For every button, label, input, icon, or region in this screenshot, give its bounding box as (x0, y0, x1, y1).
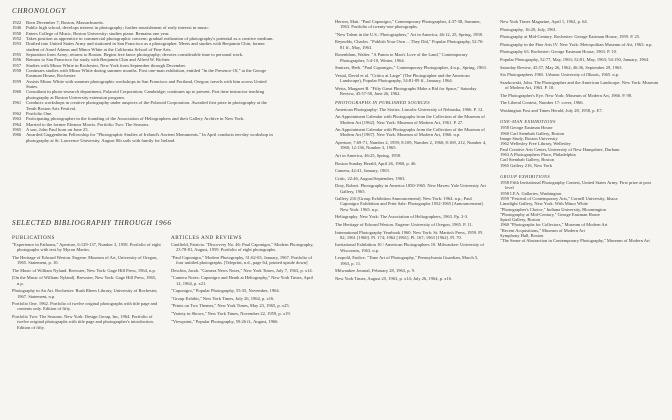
published-source-entry: Popular Photography, 52:77, May, 1963; 52:81, May, 1963; 54:150, January, 1964. (500, 56, 650, 62)
published-source-entry: Camera, 42:41, January, 1963. (335, 168, 390, 174)
publication-entry: Portfolio One. 1962. Portfolio of twelve original photographs with title page and contents only. Edition of fifty. (12, 301, 158, 312)
exhibition-entry: Paul Creative Arts Center, University of New Hampshire, Durham (500, 146, 620, 152)
chronology-year: 1922 (12, 20, 22, 25)
published-source-entry: Critic, 22:46, August/September, 1963. (335, 175, 406, 181)
chronology-year: 1959 (12, 78, 22, 84)
chronology-text: Returns to San Francisco for study with Benjamin Chin and Alfred W. Richter. (26, 57, 171, 63)
article-entry: Deschin, Jacob. "Camera News Notes," New York Times, July 7, 1963, p. x14. (171, 267, 313, 273)
chronology-text: Married to the former Eleanor Morris. Portfolio Two: The Seasons. (26, 121, 150, 127)
chronology-year: 1955 (12, 52, 22, 58)
chronology-text: Continues studies with Minor White during summer months. First one-man exhibition, entitled "In the Presence Of," at the George Eastman House, Rochester. (26, 68, 267, 79)
published-source-entry: Boston Sunday Herald, April 26, 1960, p. 46. (335, 160, 417, 166)
chronology-year: 1961 (12, 100, 22, 106)
publication-entry: Photography in An Art. Rochester: Rush Rhees Library, University of Rochester, 1967. Statement, n.p. (12, 288, 158, 299)
chronology-year: 1960 (12, 89, 22, 95)
published-source-entry: Photography 63. Rochester: George Eastman House, 1963. P. 10. (500, 49, 618, 55)
published-source-entry: Saturday Review, 45:57, May 26, 1962; 46:36, September 29, 1963. (500, 64, 623, 70)
articles-heading: ARTICLES AND REVIEWS (171, 235, 243, 241)
chronology-entry (12, 41, 274, 52)
chronology-year: 1956 (12, 57, 22, 63)
article-entry: Rosenblum, Walter. "A Panon to Man's Love of the Land," Contemporary Photographer, 5:4-10, Winter, 1964. (335, 52, 468, 63)
chronology-text: Drafted into United States Army and stationed in San Francisco as a photographer. Meets and studies with Benjamin Chin, former student of Ansel Adams and Minor White at the California School of Fine Arts. (26, 41, 265, 52)
exhibition-entry: 1959 "Festival of Contemporary Arts," Cornell University, Ithaca (500, 195, 618, 201)
publications-list (12, 242, 162, 330)
exhibition-entry: 1958 Fifth Invitational Photography Contest, United States Army. First prize at post level (500, 180, 651, 191)
published-source-entry: Szarkowski, John. The Photographer and the American Landscape. New York: Museum of Modern Art, 1963. P. 10. (500, 79, 659, 91)
published-source-entry: Photography in the Fine Arts IV. New York: Metropolitan Museum of Art, 1963. n.p. (500, 41, 653, 47)
chronology-entry (12, 100, 274, 111)
chronology-entry (12, 89, 274, 100)
article-entry: "Viewpoint," Popular Photography, 59:26 ff., August, 1966. (171, 318, 279, 324)
chronology-year: 1965 (12, 126, 22, 132)
exhibition-entry: 1958 I.F.A. Galleries, Washington (500, 190, 562, 196)
article-entry: "Caponigro," Popular Photography, 55:35, November, 1964. (171, 288, 280, 294)
published-source-entry: International Photography Yearbook 1960. New York: St. Martin's Press, 1959. Pl. 82; 1961 [1960]. Pl. 174; 1962 [1961]. Pl. 167; 1963 [1962]. Pl. 70. (335, 229, 484, 240)
publication-entry: "Experience in Fathoms," Aperture, 6:129-137, Number 3, 1958. Portfolio of eight photographs with text by Myron Martin. (12, 242, 161, 253)
published-source-entry: Aperture, 7:69-71, Number 2, 1959; 8:109, Number 2, 1960; 8:169, 212, Number 4, 1960; 12:136, Number 3, 1965. (335, 140, 487, 151)
exhibition-entry: "Photography at Mid-Century," George Eastman House (500, 211, 601, 217)
chronology-text: Awarded Guggenheim Fellowship for "Photographic Studies of Ireland's Ancient Monuments." In April conducts ten-day workshop in photography at St. Lawrence University. August 8th sails with family for Ireland. (26, 132, 273, 143)
exhibition-entry: Carl Siembab Gallery, Boston (500, 157, 554, 163)
article-entry: Smirzer, Herb. "Paul Caponigro," Contemporary Photographer, 4:n.p., Spring, 1963. (335, 65, 487, 71)
published-source-entry: Milwaukee Journal, February 28, 1963, p. 9. (335, 268, 416, 274)
chronology-year: 1946 (12, 25, 22, 31)
published-source-entry: Photography, 16:20, July, 1961. (500, 26, 558, 32)
published-source-entry: Invitational Exhibition 10 / American Photographers 10. Milwaukee: University of Wisconsin, 1963. n.p. (335, 242, 484, 253)
exhibition-entry: "Photographer's Choice," Indiana University, Bloomington (500, 206, 606, 212)
article-entry: "Variety in Shows," New York Times, November 22, 1959, p. x19. (171, 311, 291, 317)
chronology-year: 1952 (12, 36, 22, 42)
published-source-entry: Art in America, 46:25, Spring, 1958. (335, 152, 402, 158)
exhibition-entry: 1962 Wellesley Free Library, Wellesley (500, 141, 571, 147)
exhibition-entry: 1965 Gallery 216, New York (500, 162, 552, 168)
exhibition-entry: Limelight Gallery, New York. With Minor White (500, 201, 588, 207)
article-entry: Caulfield, Patricia. "Discovery No. 46: Paul Caponigro," Modern Photography, 23:78-81, August, 1959. Portfolio of eight photographs. (171, 242, 314, 253)
chronology-entry (12, 132, 274, 143)
publication-entry: Portfolio Two: The Seasons. New York: Design Group, Inc, 1964. Portfolio of twelve original photographs with title page and photographer's introduction. Edition of fifty. (12, 314, 154, 330)
section-heading: ONE-MAN EXHIBITIONS (500, 119, 556, 125)
chronology-year: 1964 (12, 121, 22, 127)
chronology-year: 1950 (12, 30, 22, 36)
chronology-text: Born December 7, Boston, Massachusetts. (26, 20, 104, 25)
chronology-text: Participating photographer in the founding of the Association of Heliographers and their Gallery Archive in New York. (26, 116, 245, 122)
exhibition-entry: 1958 George Eastman House (500, 125, 553, 131)
chronology-text: Public high school, develops interest in photography; further nourishment of early interest in music. (26, 25, 210, 31)
published-source-entry: Gallery 216 [Group Exhibition Announcement]. New York: 1964. n.p.; Paul Caponigro Exhibition and Print Sale: Photographs 1952-1965 [Announcement]. New York: 1965. n.p. (335, 196, 484, 212)
article-entry: "New Talent in the U.S.: Photographers," Art in America, 46:12, 25, Spring, 1958. (335, 31, 484, 37)
chronology-list (12, 20, 274, 143)
article-entry: Vestal, David et al. "Critics at Large" (The Photographer and the American Landscape), Popular Photography, 54:81-89 ff., January, 1964. (335, 72, 470, 84)
published-source-entry: Leopold, Eudice. "Time Art of Photography," Pennsylvania Guardian, March 5, 1963, p. 11. (335, 255, 479, 266)
exhibition-entry: Image Study, Boston University (500, 136, 558, 142)
article-entry: Herron, Matt. "Paul Caponigro," Contemporary Photographer, 4:37-38, Summer, 1963. Portfolio of twenty-one photographs. (335, 19, 481, 30)
publication-entry: [On the Music of William Nyland]. Brewster, New York: Gage Hill Press, 1965, n.p. (12, 275, 157, 286)
exhibition-entry: 1960 Carl Siembab Gallery, Boston (500, 130, 565, 136)
chronology-entry (12, 79, 274, 90)
column-four-list (500, 19, 660, 244)
published-source-entry: Six Photographers 1965. Urbana: University of Illinois, 1965. n.p. (500, 72, 620, 78)
chronology-year: 1962 (12, 110, 22, 116)
chronology-year: 1957 (12, 62, 22, 68)
published-source-entry: Photography at Mid-Century. Rochester: George Eastman House, 1959. P. 25. (500, 34, 641, 40)
published-source-entry: Heliography. New York: The Association of Heliographers, 1963. Pp. 2-3. (335, 214, 469, 220)
exhibition-entry: 1963 A Photographers Place, Philadelphia (500, 151, 576, 157)
article-entry: "Camera Notes: Caponigro and Heath at Heliography," New York Times, April 12, 1964, p. x21. (171, 275, 313, 286)
exhibition-entry: "Recent Acquisitions," Museum of Modern Art (500, 227, 585, 233)
publication-entry: The Music of William Nyland. Brewster, New York: Gage Hill Press, 1964, n.p. (12, 267, 156, 273)
chronology-year: 1958 (12, 68, 22, 74)
published-source-entry: Doty, Robert. Photography in America 1850-1965. New Haven: Yale University Art Gallery, 1965. (335, 183, 486, 194)
article-entry: "Prints on Two Themes," New York Times, May 23, 1965, p. x25. (171, 303, 290, 309)
articles-list (171, 242, 319, 324)
chronology-text: Assists Minor White with summer photographic workshops in San Francisco and Portland, Oregon; travels with him across United States. (26, 78, 267, 90)
column-three-list (335, 19, 487, 281)
publication-entry: The Heritage of Edward Weston. Eugene: Museum of Art, University of Oregon, 1965. Statement, p. 10. (12, 254, 158, 266)
published-source-entry: An Appointment Calendar with Photographs from the Collection of the Museum of Modern Art [1967]. New York: Museum of Modern Art, 1966. n.p. (335, 127, 485, 138)
exhibition-entry: 1960 "Photographs for Collectors," Museum of Modern Art (500, 222, 608, 228)
published-source-entry: The Photographer's Eye. New York: Museum of Modern Art, 1966. P. 98. (500, 92, 633, 98)
chronology-text: Consultant in photo-research department, Polaroid Corporation, Cambridge; continues up to present. Part time instructor teaching photography at Boston University extension program. (26, 89, 265, 100)
chronology-text: Studies with Minor White in Rochester, New York from September through December. (26, 62, 186, 68)
article-entry: Weiss, Margaret R. "Fifty Great Photographs Make a Bid for Space," Saturday Review, 45:57-58, June 26, 1962. (335, 85, 477, 97)
chronology-year: 1953 (12, 41, 22, 47)
chronology-text: Portfolio One. (26, 110, 53, 116)
chronology-text: Enters College of Music, Boston University; studies piano. Remains one year. (26, 30, 170, 36)
published-source-entry: New York Times Magazine, April 1, 1962, p. 64. (500, 19, 588, 24)
article-entry: Reynolds, Charles. "Publish Your Own ... They Did," Popular Photography, 52:76-81 ff., May, 1963. (335, 39, 484, 50)
chronology-text: A son, John Paul born on June 25. (26, 126, 89, 132)
published-source-entry: An Appointment Calendar with Photographs from the Collection of the Museum of Modern Art [1962]. New York: Museum of Modern Art, 1961. P. 27. (335, 114, 485, 125)
chronology-year: 1966 (12, 132, 22, 138)
chronology-entry (12, 68, 274, 79)
article-entry: "Group Exhibit," New York Times, July 26, 1964, p. x16. (171, 295, 275, 301)
exhibition-entry: Symphony Hall, Boston (500, 233, 544, 239)
exhibition-entry: "The Sense of Abstraction in Contemporary Photography," Museum of Modern Art (500, 238, 650, 244)
chronology-year: 1963 (12, 116, 22, 122)
published-source-entry: The Heritage of Edward Weston. Eugene: University of Oregon, 1965. P. 11. (335, 221, 473, 227)
published-source-entry: Washington Post and Times Herald, July 28, 1958, p. E7. (500, 107, 603, 113)
exhibition-entry: Spiral Gallery, Boston (500, 217, 541, 223)
bibliography-title: SELECTED BIBLIOGRAPHY THROUGH 1966 (12, 219, 172, 227)
article-entry: "Paul Caponigro," Modern Photography, 31:62-65, January, 1967. Portfolio of four untitled photographs. [Teleprint, n.d., page 64, printed upside down] (171, 254, 312, 266)
section-heading: PHOTOGRAPHS IN PUBLISHED SOURCES (335, 100, 430, 106)
publications-heading: PUBLICATIONS (12, 235, 55, 241)
chronology-title: CHRONOLOGY (12, 7, 66, 15)
section-heading: GROUP EXHIBITIONS (500, 173, 551, 179)
chronology-text: Conducts workshops in creative photography under auspices of the Polaroid Corporation. Awarded first prize in photography at the Tenth Boston Arts Festival. (26, 100, 267, 111)
published-source-entry: New York Times, August 25, 1963, p. x14; July 26, 1964, p. x16. (335, 275, 453, 281)
published-source-entry: American Photography: The Sixties. Lincoln: University of Nebraska, 1966. P. 12. (335, 106, 484, 112)
chronology-text: Separation from Army; returns to Boston. Begins free lance photography; devotes considerable time to personal work. (26, 52, 244, 58)
chronology-text: Takes position as apprentice in commercial photographic concern; gradual realization of photography's potential as a creative medium. (26, 36, 274, 42)
published-source-entry: The Liberal Context, Number 17: cover, 1966. (500, 100, 584, 106)
